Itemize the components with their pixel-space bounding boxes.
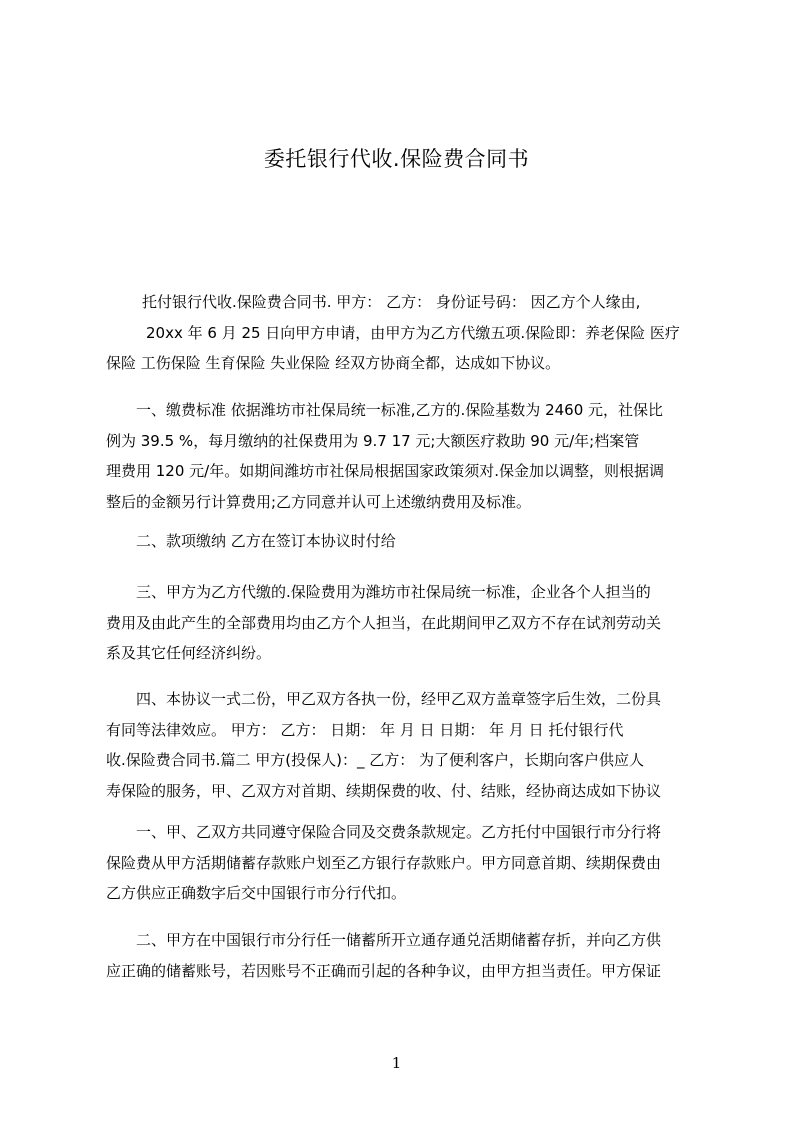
paragraph-line: 二、款项缴纳 乙方在签订本协议时付给 — [136, 532, 396, 550]
paragraph-line: 一、甲、乙双方共同遵守保险合同及交费条款规定。乙方托付中国银行市分行将 — [136, 823, 662, 841]
paragraph-line: 乙方供应正确数字后交中国银行市分行代扣。 — [106, 884, 407, 902]
paragraph-line: 寿保险的服务，甲、乙双方对首期、续期保费的收、付、结账，经协商达成如下协议 — [106, 781, 662, 800]
paragraph-line: 有同等法律效应。 甲方： 乙方： 日期： 年 月 日 日期： 年 月 日 托付银行代 — [106, 720, 624, 739]
paragraph-line: 一、缴费标准 依据潍坊市社保局统一标准,乙方的.保险基数为 2460 元，社保比 — [136, 401, 664, 419]
paragraph-line: 三、甲方为乙方代缴的.保险费用为潍坊市社保局统一标准，企业各个人担当的 — [136, 583, 651, 601]
paragraph-line: 保险费从甲方活期储蓄存款账户划至乙方银行存款账户。甲方同意首期、续期保费由 — [106, 853, 662, 872]
paragraph-copies — [106, 684, 706, 806]
paragraph-fee-standard — [106, 395, 706, 517]
paragraph-line: 费用及由此产生的全部费用均由乙方个人担当，在此期间甲乙双方不存在试剂劳动关 — [106, 613, 662, 632]
paragraph-line: 收.保险费合同书.篇二 甲方(投保人)：_ 乙方： 为了便利客户，长期向客户供应人 — [106, 751, 645, 769]
paragraph-clause-one — [106, 817, 706, 909]
page-number: 1 — [391, 1054, 402, 1072]
paragraph-line: 整后的金额另行计算费用;乙方同意并认可上述缴纳费用及标准。 — [106, 492, 532, 511]
paragraph-intro — [106, 287, 706, 379]
paragraph-line: 托付银行代收.保险费合同书. 甲方： 乙方： 身份证号码： 因乙方个人缘由, — [142, 293, 641, 311]
paragraph-payment — [106, 526, 706, 557]
paragraph-line: 应正确的储蓄账号，若因账号不正确而引起的各种争议，由甲方担当责任。甲方保证 — [106, 961, 662, 980]
paragraph-line: 例为 39.5 %，每月缴纳的社保费用为 9.7 17 元;大额医疗救助 90 元/年;档案管 — [106, 431, 640, 450]
paragraph-cost-bearing — [106, 577, 706, 669]
paragraph-clause-two — [106, 925, 706, 986]
paragraph-line: 二、甲方在中国银行市分行任一储蓄所开立通存通兑活期储蓄存折，并向乙方供 — [136, 931, 662, 949]
paragraph-line: 理费用 120 元/年。如期间潍坊市社保局根据国家政策须对.保金加以调整，则根据调 — [106, 462, 664, 480]
paragraph-line: 20xx 年 6 月 25 日向甲方申请，由甲方为乙方代缴五项.保险即：养老保险 医疗 — [146, 323, 680, 342]
document-title: 委托银行代收.保险费合同书 — [263, 147, 530, 171]
paragraph-line: 保险 工伤保险 生育保险 失业保险 经双方协商全都，达成如下协议。 — [106, 354, 561, 372]
paragraph-line: 系及其它任何经济纠纷。 — [106, 644, 272, 662]
paragraph-line: 四、本协议一式二份，甲乙双方各执一份，经甲乙双方盖章签字后生效，二份具 — [136, 690, 662, 708]
